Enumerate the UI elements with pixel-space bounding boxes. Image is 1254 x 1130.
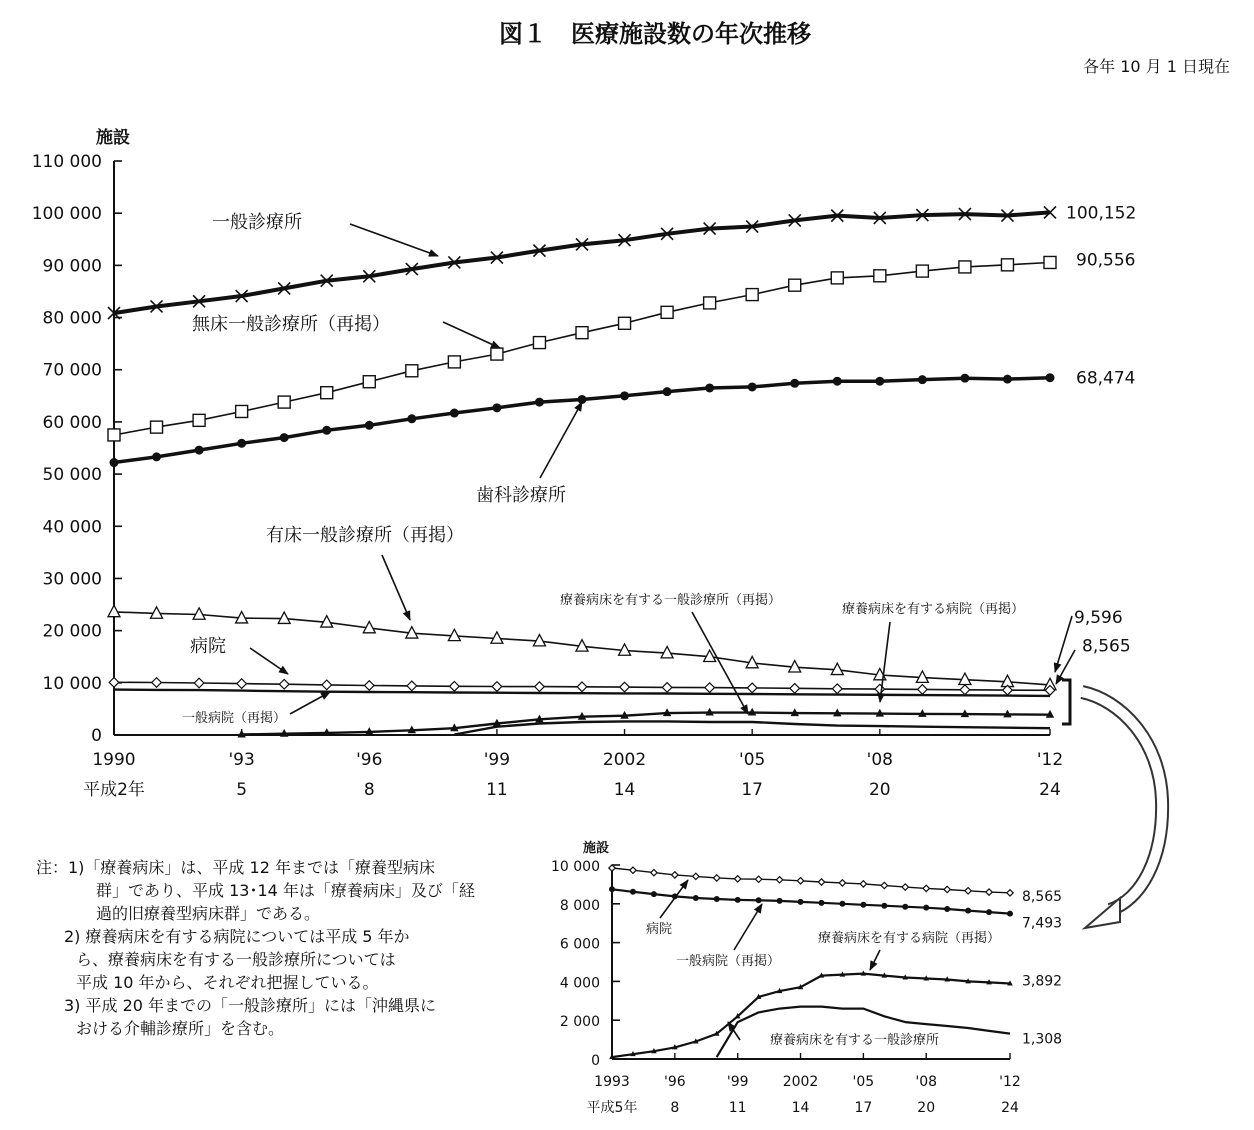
inset-series-0	[609, 865, 1013, 896]
main-data-point	[280, 433, 289, 442]
main-series-line	[114, 263, 1050, 436]
inset-data-point	[839, 880, 845, 886]
inset-x-tick-label: '96	[664, 1074, 686, 1090]
notes-block	[36, 856, 536, 1040]
note-line: ら、療養病床を有する一般診療所については	[76, 950, 396, 969]
note-line: 注：1)「療養病床」は、平成 12 年までは「療養型病床	[36, 858, 435, 877]
inset-data-point	[777, 898, 783, 904]
main-data-point	[916, 265, 928, 277]
main-data-point	[833, 377, 842, 386]
main-y-tick-label: 30 000	[42, 569, 102, 590]
main-data-point	[619, 317, 631, 329]
inset-y-unit-label: 施設	[583, 841, 610, 856]
main-data-point	[237, 679, 247, 689]
main-data-point	[533, 337, 545, 349]
inset-data-point	[714, 896, 720, 902]
inset-x-tick-sublabel: 24	[1001, 1100, 1019, 1116]
inset-data-point	[1007, 911, 1013, 917]
inset-data-point	[944, 886, 950, 892]
main-data-point	[960, 374, 969, 383]
main-data-point	[108, 605, 120, 616]
main-series-1	[108, 256, 1056, 440]
main-data-point	[237, 439, 246, 448]
main-x-tick-sublabel: 20	[868, 780, 891, 800]
main-data-point	[491, 348, 503, 360]
main-chart	[32, 127, 1137, 800]
main-data-point	[152, 452, 161, 461]
inset-series-line	[717, 1007, 1010, 1058]
main-x-tick-label: 2002	[602, 750, 647, 770]
main-series-3	[108, 605, 1056, 689]
inset-x-tick-sublabel: 11	[728, 1100, 747, 1116]
zoom-arrow-head	[1085, 898, 1120, 928]
main-series-line	[114, 378, 1050, 463]
note-line: 群」であり、平成 13･14 年は「療養病床」及び「経	[96, 881, 475, 900]
main-label-layer	[1066, 203, 1136, 656]
main-data-point	[364, 681, 374, 691]
main-data-point	[535, 398, 544, 407]
inset-callout-byoin: 病院	[646, 922, 673, 937]
note-line: 3) 平成 20 年までの「一般診療所」には「沖縄県に	[64, 996, 437, 1015]
inset-data-point	[944, 906, 950, 912]
main-x-tick-label: '05	[739, 750, 766, 770]
main-y-tick-label: 110 000	[31, 152, 102, 172]
inset-data-point	[839, 901, 845, 907]
inset-x-tick-sublabel: 平成5年	[586, 1100, 638, 1116]
callout-arrow-end-9596	[1055, 616, 1072, 672]
main-data-point	[406, 365, 418, 377]
main-data-point	[322, 426, 331, 435]
inset-callout-ryoyo-byoin: 療養病床を有する病院（再掲）	[818, 931, 1001, 946]
inset-x-tick-sublabel: 8	[670, 1100, 680, 1116]
main-y-tick-label: 90 000	[42, 256, 102, 277]
main-data-point	[1003, 375, 1012, 384]
main-data-point	[193, 608, 205, 619]
main-data-point	[278, 612, 290, 623]
inset-data-point	[797, 878, 803, 884]
inset-arrow-ryoyo-byoin	[870, 950, 880, 970]
callout-arrow-ippan-byoin	[290, 692, 330, 714]
main-data-point	[832, 684, 842, 694]
main-data-point	[448, 356, 460, 368]
callout-ippan-byoin: 一般病院（再掲）	[182, 711, 287, 726]
note-line: おける介輔診療所」を含む。	[76, 1019, 285, 1038]
main-y-tick-label: 40 000	[42, 517, 102, 538]
callout-yushou: 有床一般診療所（再掲）	[266, 525, 464, 546]
main-x-tick-sublabel: 5	[236, 780, 248, 800]
main-x-tick-label: '93	[228, 750, 255, 770]
main-data-point	[1001, 259, 1013, 271]
callout-arrow-ippan-shinryojo	[350, 224, 438, 256]
main-data-point	[790, 379, 799, 388]
inset-data-point	[630, 889, 636, 895]
main-data-point	[874, 270, 886, 282]
main-data-point	[535, 682, 545, 692]
main-series-line	[242, 713, 1050, 735]
callout-arrow-yushou	[382, 555, 410, 620]
inset-callout-ippan: 一般病院（再掲）	[676, 954, 781, 969]
inset-y-tick-label: 2 000	[559, 1014, 600, 1031]
inset-x-tick-sublabel: 17	[854, 1100, 873, 1116]
inset-data-point	[693, 895, 699, 901]
inset-x-tick-label: 2002	[782, 1074, 819, 1090]
main-data-point	[236, 405, 248, 417]
main-data-point	[959, 261, 971, 273]
inset-y-tick-label: 4 000	[559, 975, 600, 992]
main-data-point	[363, 376, 375, 388]
main-x-tick-label: '99	[483, 750, 511, 770]
main-data-point	[195, 446, 204, 455]
inset-data-point	[630, 867, 636, 873]
main-data-point	[663, 387, 672, 396]
date-note: 各年 10 月 1 日現在	[1083, 57, 1230, 76]
main-x-tick-label: '12	[1036, 750, 1064, 770]
callout-arrow-shika	[540, 402, 582, 478]
inset-data-point	[756, 897, 762, 903]
inset-end-value-label: 7,493	[1022, 915, 1063, 932]
main-end-value-label: 9,596	[1074, 607, 1123, 628]
main-y-tick-label: 70 000	[42, 360, 102, 381]
inset-data-point	[609, 886, 615, 892]
inset-data-point	[965, 888, 971, 894]
main-data-point	[1044, 256, 1056, 268]
inset-y-tick-label: 8 000	[559, 897, 600, 914]
inset-data-point	[714, 875, 720, 881]
main-data-point	[705, 383, 714, 392]
inset-data-point	[818, 879, 824, 885]
main-data-point	[492, 682, 502, 692]
callout-arrow-mushou	[443, 322, 500, 348]
main-end-value-label: 8,565	[1082, 636, 1131, 657]
main-data-point	[321, 387, 333, 399]
main-x-tick-sublabel: 14	[613, 780, 636, 800]
inset-x-tick-sublabel: 14	[791, 1100, 810, 1116]
callout-mushou: 無床一般診療所（再掲）	[192, 314, 390, 335]
main-data-point	[151, 421, 163, 433]
main-data-point	[746, 289, 758, 301]
inset-data-point	[651, 891, 657, 897]
note-line: 過的旧療養型病床群」である。	[96, 904, 321, 923]
main-y-tick-label: 50 000	[42, 465, 102, 486]
main-x-tick-label: 1990	[92, 750, 136, 770]
main-series-layer	[108, 206, 1056, 737]
main-data-point	[875, 377, 884, 386]
inset-data-point	[986, 909, 992, 915]
inset-chart	[551, 840, 1062, 1116]
inset-data-point	[965, 908, 971, 914]
main-data-point	[407, 681, 417, 691]
callout-arrow-ryoyo-shinryojo	[692, 612, 748, 714]
callout-ryoyo-byoin: 療養病床を有する病院（再掲）	[842, 602, 1025, 617]
main-callouts	[182, 212, 1075, 726]
inset-x-tick-label: '08	[915, 1074, 938, 1090]
main-data-point	[831, 272, 843, 284]
inset-y-tick-label: 0	[591, 1053, 600, 1069]
main-data-point	[789, 279, 801, 291]
inset-x-tick-label: '12	[999, 1074, 1021, 1090]
inset-y-tick-label: 6 000	[559, 936, 600, 953]
callout-arrow-byoin	[250, 648, 288, 674]
inset-data-point	[986, 889, 992, 895]
main-x-tick-sublabel: 24	[1039, 780, 1061, 800]
main-data-point	[620, 391, 629, 400]
inset-data-point	[860, 902, 866, 908]
main-data-point	[875, 684, 885, 694]
main-y-tick-label: 100 000	[31, 204, 102, 225]
main-data-point	[492, 403, 501, 412]
inset-data-point	[755, 876, 761, 882]
inset-end-value-label: 3,892	[1022, 973, 1063, 990]
main-data-point	[194, 678, 204, 688]
main-y-tick-label: 60 000	[42, 412, 102, 433]
main-data-point	[450, 409, 459, 418]
main-data-point	[576, 327, 588, 339]
main-data-point	[662, 683, 672, 693]
main-data-point	[152, 678, 162, 688]
callout-byoin: 病院	[190, 636, 226, 657]
inset-data-point	[881, 882, 887, 888]
main-data-point	[279, 679, 289, 689]
inset-data-point	[902, 904, 908, 910]
inset-axes	[551, 840, 1021, 1116]
main-x-tick-sublabel: 17	[741, 780, 764, 800]
main-data-point	[960, 685, 970, 695]
inset-data-point	[881, 903, 887, 909]
main-data-point	[748, 382, 757, 391]
bracket	[1062, 680, 1070, 724]
inset-arrow-byoin	[660, 880, 688, 918]
main-y-tick-label: 80 000	[42, 308, 102, 329]
callout-ryoyo-shinryojo: 療養病床を有する一般診療所（再掲）	[560, 593, 782, 608]
main-data-point	[620, 682, 630, 692]
inset-x-tick-label: 1993	[594, 1074, 630, 1090]
inset-end-value-label: 8,565	[1022, 888, 1063, 905]
inset-label-layer	[1022, 889, 1062, 1048]
main-y-unit-label: 施設	[96, 128, 130, 148]
main-data-point	[109, 678, 119, 688]
main-x-tick-sublabel: 8	[363, 780, 375, 800]
callout-ippan-shinryojo: 一般診療所	[212, 212, 302, 233]
note-line: 平成 10 年から、それぞれ把握している。	[76, 973, 379, 992]
main-data-point	[108, 429, 120, 441]
inset-data-point	[860, 881, 866, 887]
main-data-point	[705, 683, 715, 693]
main-end-value-label: 90,556	[1076, 250, 1136, 271]
inset-data-point	[923, 885, 929, 891]
zoom-arrow-inner	[1082, 692, 1162, 910]
inset-x-tick-label: '99	[726, 1074, 749, 1090]
main-data-point	[918, 685, 928, 695]
inset-series-1	[609, 886, 1013, 916]
main-data-point	[661, 306, 673, 318]
inset-x-tick-sublabel: 20	[917, 1100, 936, 1116]
main-data-point	[110, 458, 119, 467]
inset-callout-ryoyo-shinryojo: 療養病床を有する一般診療所	[770, 1033, 940, 1048]
main-data-point	[450, 681, 460, 691]
inset-series-layer	[609, 865, 1013, 1059]
chart-title: 図１ 医療施設数の年次推移	[499, 20, 811, 48]
main-data-point	[918, 375, 927, 384]
inset-data-point	[818, 900, 824, 906]
callout-shika: 歯科診療所	[476, 485, 566, 506]
main-x-tick-label: '96	[356, 750, 383, 770]
inset-data-point	[776, 877, 782, 883]
main-data-point	[322, 680, 332, 690]
inset-data-point	[798, 899, 804, 905]
main-data-point	[704, 297, 716, 309]
inset-data-point	[735, 897, 741, 903]
inset-data-point	[651, 869, 657, 875]
main-data-point	[577, 682, 587, 692]
main-series-6	[237, 708, 1054, 738]
main-data-point	[278, 396, 290, 408]
main-data-point	[790, 684, 800, 694]
inset-data-point	[693, 873, 699, 879]
main-data-point	[747, 683, 757, 693]
main-data-point	[193, 414, 205, 426]
main-y-tick-label: 0	[91, 726, 102, 746]
main-data-point	[1046, 373, 1055, 382]
inset-data-point	[1007, 890, 1013, 896]
inset-y-tick-label: 10 000	[551, 859, 600, 875]
main-y-tick-label: 10 000	[42, 673, 102, 694]
main-x-tick-sublabel: 平成2年	[83, 780, 145, 800]
note-line: 2) 療養病床を有する病院については平成 5 年か	[64, 927, 410, 946]
main-x-tick-sublabel: 11	[486, 780, 508, 800]
main-x-tick-label: '08	[866, 750, 893, 770]
inset-data-point	[672, 872, 678, 878]
main-y-tick-label: 20 000	[42, 621, 102, 642]
main-data-point	[365, 421, 374, 430]
inset-end-value-label: 1,308	[1022, 1031, 1063, 1048]
main-end-value-label: 68,474	[1076, 368, 1136, 389]
main-data-point	[407, 414, 416, 423]
inset-series-3	[717, 1007, 1010, 1058]
main-series-2	[110, 373, 1055, 467]
inset-data-point	[902, 884, 908, 890]
inset-arrow-ippan	[734, 904, 762, 950]
inset-data-point	[923, 905, 929, 911]
inset-x-tick-label: '05	[852, 1074, 875, 1090]
main-end-value-label: 100,152	[1066, 203, 1137, 224]
callout-arrow-ryoyo-byoin	[880, 622, 890, 702]
inset-data-point	[734, 876, 740, 882]
